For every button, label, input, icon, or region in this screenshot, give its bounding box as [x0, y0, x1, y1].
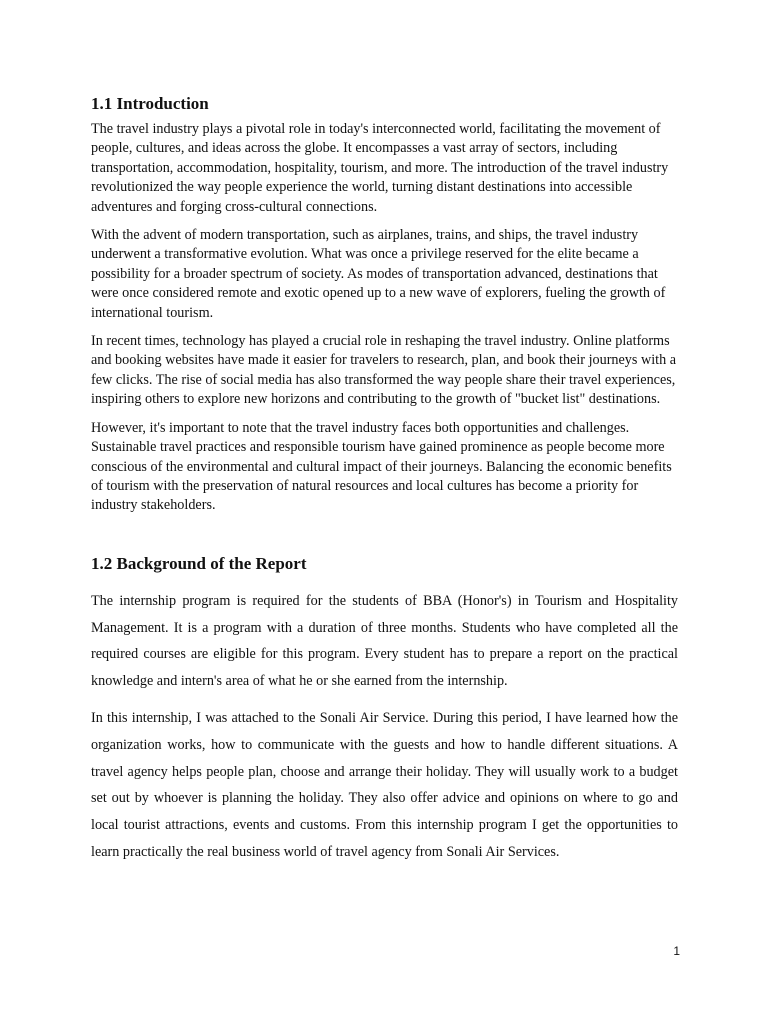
- background-paragraph-2: In this internship, I was attached to the Sonali Air Service. During this period, I have learned how the organization works, how to communicate with the guests and how to handle different situations. A travel agency helps people plan, choose and arrange their holiday. They will usually work to a budget set out by whoever is planning the holiday. They also offer advice and opinions on where to go and local tourist attractions, events and customs. From this internship program I get the opportunities to learn practically the real business world of travel agency from Sonali Air Services.: [91, 709, 678, 860]
- introduction-paragraph-1: The travel industry plays a pivotal role in today's interconnected world, facilitating the movement of people, cultures, and ideas across the globe. It encompasses a vast array of sectors, including transportation, accommodation, hospitality, tourism, and more. The introduction of the travel industry revolutionized the way people experience the world, turning distant destinations into accessible adventures and forging cross-cultural connections.: [91, 121, 669, 215]
- page-number: 1: [673, 944, 680, 958]
- page-content: [91, 93, 678, 876]
- section-heading-introduction: 1.1 Introduction: [91, 94, 209, 113]
- section-heading-background: 1.2 Background of the Report: [91, 553, 307, 573]
- introduction-paragraph-3: In recent times, technology has played a crucial role in reshaping the travel industry. Online platforms and booking websites have made it easier for travelers to research, plan, and book their journeys with a few clicks. The rise of social media has also transformed the way people share their travel experiences, inspiring others to explore new horizons and contributing to the growth of "bucket list" destinations.: [91, 333, 677, 408]
- background-paragraph-1: The internship program is required for the students of BBA (Honor's) in Tourism and Hospitality Management. It is a program with a duration of three months. Students who have completed all the required courses are eligible for this program. Every student has to prepare a report on the practical knowledge and intern's area of what he or she earned from the internship.: [91, 592, 678, 690]
- introduction-paragraph-2: With the advent of modern transportation, such as airplanes, trains, and ships, the travel industry underwent a transformative evolution. What was once a privilege reserved for the elite became a possibility for a broader spectrum of society. As modes of transportation advanced, destinations that were once considered remote and exotic opened up to a new wave of explorers, fueling the growth of international tourism.: [91, 227, 666, 321]
- introduction-paragraph-4: However, it's important to note that the travel industry faces both opportunities and challenges. Sustainable travel practices and responsible tourism have gained prominence as people become more conscious of the environmental and cultural impact of their journeys. Balancing the economic benefits of tourism with the preservation of natural resources and local cultures has become a priority for industry stakeholders.: [91, 419, 672, 514]
- section-background: [91, 553, 678, 866]
- section-introduction: [91, 93, 678, 516]
